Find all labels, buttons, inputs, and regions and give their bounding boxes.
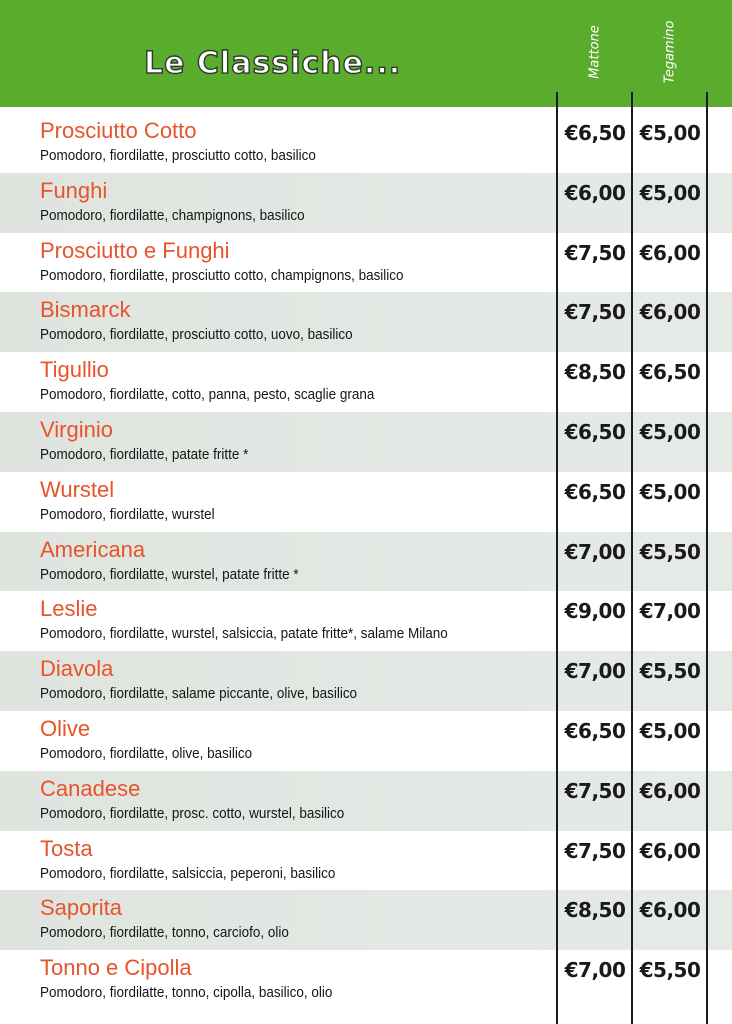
pizza-name: Tosta xyxy=(40,835,93,861)
price-mattone: €6,50 xyxy=(564,419,626,444)
price-tegamino: €5,00 xyxy=(639,479,701,504)
menu-item-row xyxy=(0,472,732,532)
menu-item-row xyxy=(0,412,732,472)
pizza-ingredients: Pomodoro, fiordilatte, cotto, panna, pesto, scaglie grana xyxy=(40,387,375,404)
price-tegamino: €5,00 xyxy=(639,718,701,743)
price-mattone: €7,50 xyxy=(564,300,626,325)
menu-item-row xyxy=(0,233,732,293)
price-tegamino: €5,50 xyxy=(639,958,701,983)
price-mattone: €7,00 xyxy=(564,958,626,983)
price-mattone: €7,50 xyxy=(564,838,626,863)
pizza-name: Olive xyxy=(40,715,91,741)
price-mattone: €6,50 xyxy=(564,121,626,145)
column-divider-left xyxy=(556,92,558,1024)
pizza-ingredients: Pomodoro, fiordilatte, prosciutto cotto, champignons, basilico xyxy=(40,267,404,284)
pizza-ingredients: Pomodoro, fiordilatte, prosciutto cotto, basilico xyxy=(40,148,316,164)
price-mattone: €7,50 xyxy=(564,778,626,803)
menu-item-row xyxy=(0,173,732,233)
price-tegamino: €6,00 xyxy=(639,898,701,923)
price-tegamino: €5,00 xyxy=(639,419,701,444)
menu-item-row xyxy=(0,532,732,592)
menu-item-row xyxy=(0,771,732,831)
pizza-ingredients: Pomodoro, fiordilatte, salsiccia, peperoni, basilico xyxy=(40,865,336,882)
menu-item-row xyxy=(0,292,732,352)
pizza-name: Canadese xyxy=(40,775,141,801)
pizza-ingredients: Pomodoro, fiordilatte, tonno, carciofo, olio xyxy=(40,925,289,942)
pizza-ingredients: Pomodoro, fiordilatte, wurstel, patate fritte * xyxy=(40,566,299,583)
pizza-ingredients: Pomodoro, fiordilatte, wurstel, salsiccia, patate fritte*, salame Milano xyxy=(40,626,448,643)
pizza-ingredients: Pomodoro, fiordilatte, olive, basilico xyxy=(40,745,253,762)
section-title: Le Classiche... xyxy=(144,46,402,81)
pizza-name: Tigullio xyxy=(40,357,109,383)
menu-header xyxy=(0,0,732,107)
price-tegamino: €5,50 xyxy=(639,539,701,564)
menu-item-row xyxy=(0,591,732,651)
column-header-mattone-label: Mattone xyxy=(587,25,603,79)
menu-item-row xyxy=(0,352,732,412)
price-tegamino: €7,00 xyxy=(639,599,701,624)
column-divider-middle xyxy=(631,92,633,1024)
price-tegamino: €6,00 xyxy=(639,838,701,863)
price-mattone: €6,50 xyxy=(564,479,626,504)
pizza-name: Bismarck xyxy=(40,297,131,323)
pizza-name: Prosciutto Cotto xyxy=(40,118,197,143)
price-mattone: €7,00 xyxy=(564,659,626,684)
price-mattone: €8,50 xyxy=(564,360,626,385)
price-tegamino: €6,00 xyxy=(639,240,701,265)
menu-item-row xyxy=(0,831,732,891)
pizza-name: Tonno e Cipolla xyxy=(40,955,192,981)
pizza-ingredients: Pomodoro, fiordilatte, salame piccante, olive, basilico xyxy=(40,686,358,703)
price-tegamino: €6,00 xyxy=(639,300,701,325)
pizza-list xyxy=(0,113,732,1010)
pizza-name: Diavola xyxy=(40,656,114,682)
pizza-ingredients: Pomodoro, fiordilatte, patate fritte * xyxy=(40,446,249,463)
pizza-name: Wurstel xyxy=(40,476,115,502)
price-mattone: €8,50 xyxy=(564,898,626,923)
price-tegamino: €5,50 xyxy=(639,659,701,684)
menu-item-row xyxy=(0,651,732,711)
pizza-ingredients: Pomodoro, fiordilatte, champignons, basilico xyxy=(40,207,305,224)
menu-item-row xyxy=(0,113,732,173)
menu-item-row xyxy=(0,950,732,1010)
price-mattone: €7,00 xyxy=(564,539,626,564)
pizza-name: Virginio xyxy=(40,416,113,442)
column-divider-right xyxy=(706,92,708,1024)
menu-item-row xyxy=(0,711,732,771)
column-header-tegamino xyxy=(633,0,707,107)
price-tegamino: €5,00 xyxy=(639,121,701,145)
column-header-tegamino-label: Tegamino xyxy=(662,20,678,84)
pizza-ingredients: Pomodoro, fiordilatte, prosciutto cotto, uovo, basilico xyxy=(40,327,353,344)
pizza-name: Prosciutto e Funghi xyxy=(40,237,230,263)
price-tegamino: €6,00 xyxy=(639,778,701,803)
price-tegamino: €5,00 xyxy=(639,180,701,205)
price-mattone: €6,00 xyxy=(564,180,626,205)
pizza-name: Leslie xyxy=(40,596,98,622)
pizza-name: Funghi xyxy=(40,177,108,203)
price-mattone: €6,50 xyxy=(564,718,626,743)
pizza-name: Saporita xyxy=(40,895,122,921)
pizza-ingredients: Pomodoro, fiordilatte, prosc. cotto, wurstel, basilico xyxy=(40,805,345,822)
column-header-mattone xyxy=(558,0,632,107)
pizza-ingredients: Pomodoro, fiordilatte, wurstel xyxy=(40,506,215,523)
price-mattone: €9,00 xyxy=(564,599,626,624)
pizza-ingredients: Pomodoro, fiordilatte, tonno, cipolla, basilico, olio xyxy=(40,985,333,1002)
menu-item-row xyxy=(0,890,732,950)
price-mattone: €7,50 xyxy=(564,240,626,265)
pizza-name: Americana xyxy=(40,536,146,562)
price-tegamino: €6,50 xyxy=(639,360,701,385)
